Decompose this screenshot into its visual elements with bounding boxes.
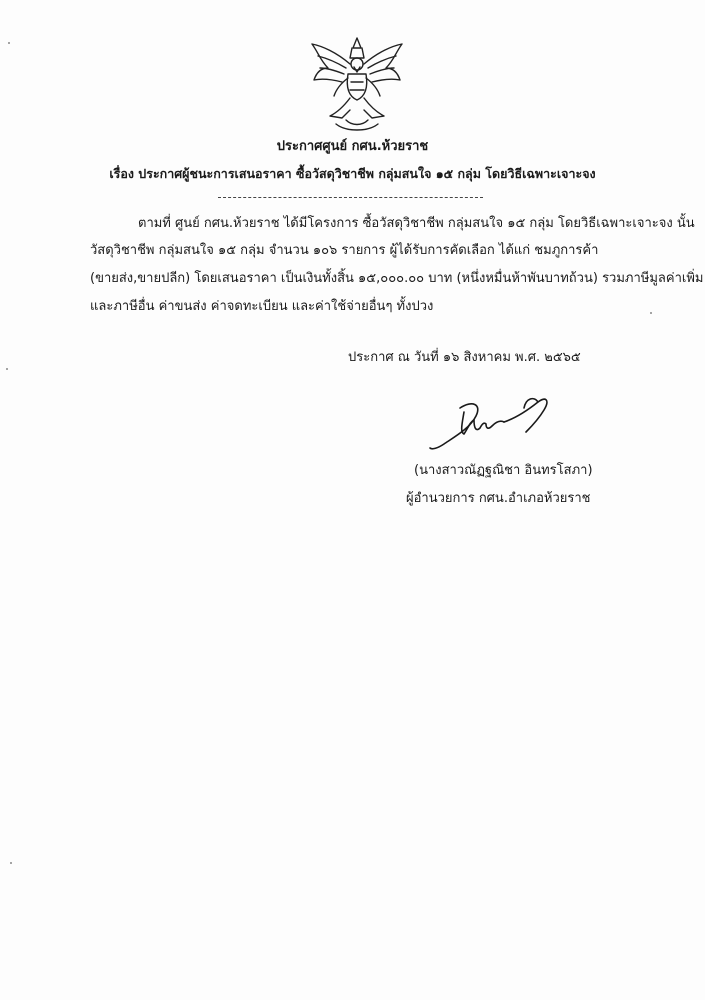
garuda-emblem-icon bbox=[306, 34, 408, 134]
scan-speck bbox=[10, 862, 12, 864]
scan-speck bbox=[650, 312, 652, 314]
scan-speck bbox=[6, 368, 8, 370]
body-line-1: ตามที่ ศูนย์ กศน.ห้วยราช ได้มีโครงการ ซื้อวัสดุวิชาชีพ กลุ่มสนใจ ๑๕ กลุ่ม โดยวิธีเฉพาะเจาะจง นั้น bbox=[138, 216, 695, 231]
body-line-4: และภาษีอื่น ค่าขนส่ง ค่าจดทะเบียน และค่าใช้จ่ายอื่นๆ ทั้งปวง bbox=[90, 299, 434, 314]
signatory-position: ผู้อำนวยการ กศน.อำเภอห้วยราช bbox=[406, 491, 591, 506]
body-line-3: (ขายส่ง,ขายปลีก) โดยเสนอราคา เป็นเงินทั้งสิ้น ๑๕,๐๐๐.๐๐ บาท (หนึ่งหมื่นห้าพันบาทถ้วน) รวมภาษีมูลค่าเพิ่ม bbox=[90, 271, 704, 286]
signatory-name: (นางสาวณัฏฐณิชา อินทรโสภา) bbox=[414, 463, 593, 478]
document-subject: เรื่อง ประกาศผู้ชนะการเสนอราคา ซื้อวัสดุวิชาชีพ กลุ่มสนใจ ๑๕ กลุ่ม โดยวิธีเฉพาะเจาะจง bbox=[109, 166, 596, 181]
body-line-2: วัสดุวิชาชีพ กลุ่มสนใจ ๑๕ กลุ่ม จำนวน ๑๐๖ รายการ ผู้ได้รับการคัดเลือก ได้แก่ ชมภูการค้า bbox=[90, 243, 599, 258]
section-divider bbox=[218, 197, 483, 198]
scan-speck bbox=[8, 42, 10, 44]
document-heading: ประกาศศูนย์ กศน.ห้วยราช bbox=[276, 139, 429, 154]
announcement-date: ประกาศ ณ วันที่ ๑๖ สิงหาคม พ.ศ. ๒๕๖๕ bbox=[348, 350, 581, 365]
handwritten-signature-icon bbox=[420, 388, 560, 458]
